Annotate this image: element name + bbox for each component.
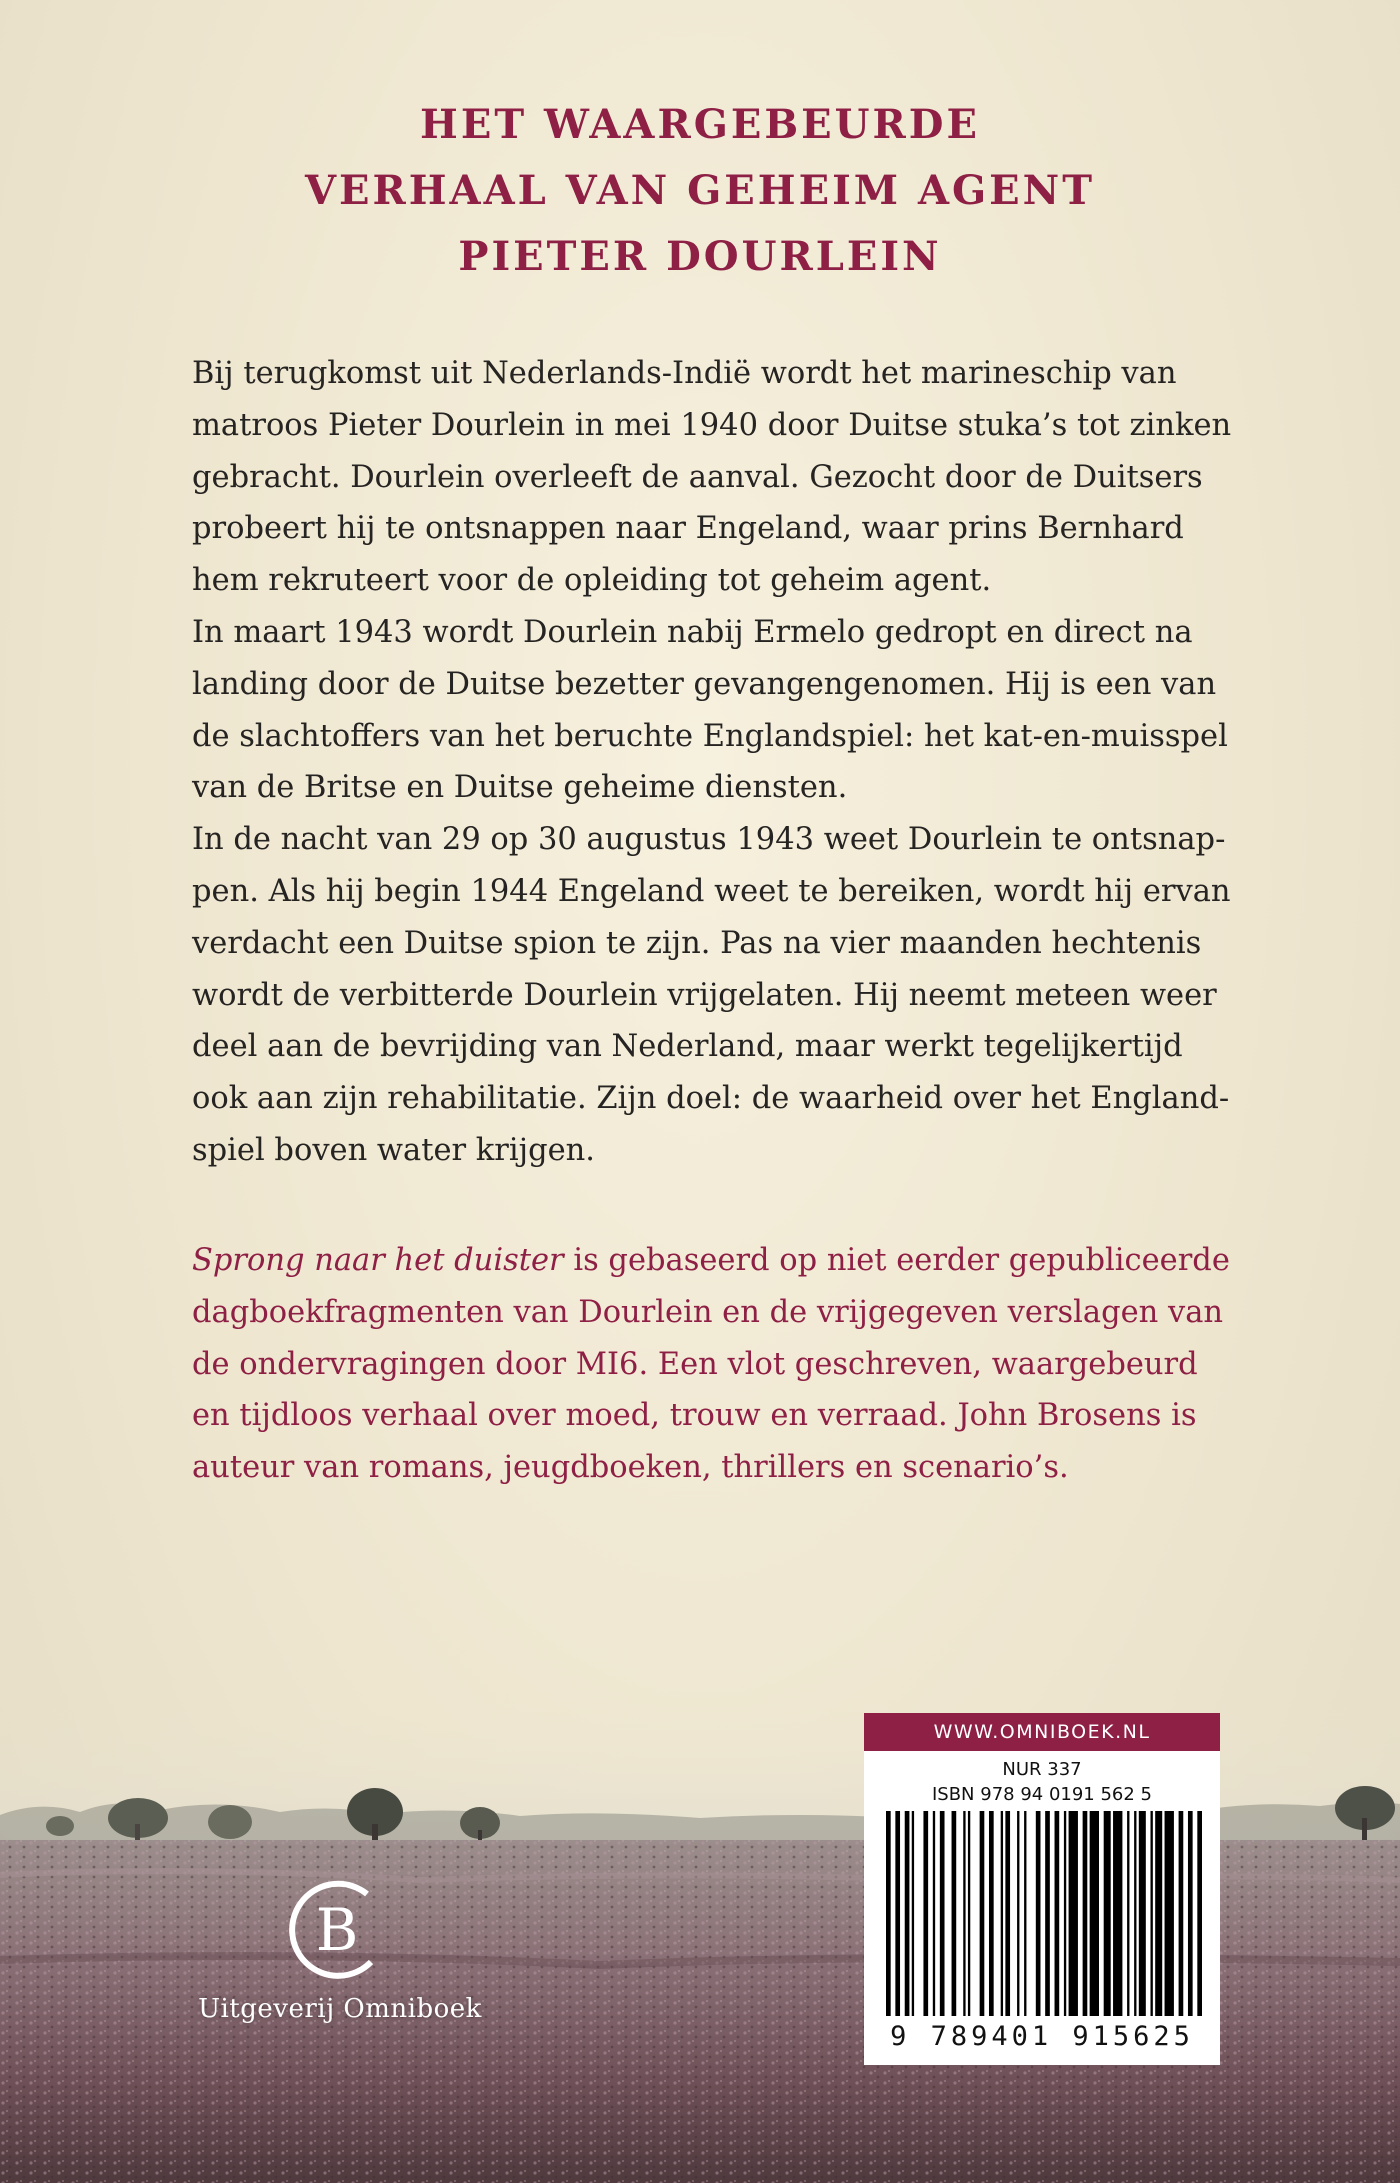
synopsis-line: landing door de Duitse bezetter gevangengenomen. Hij is een van <box>192 666 1217 702</box>
barcode-bar <box>1151 1811 1153 2016</box>
headline-line: VERHAAL VAN GEHEIM AGENT <box>305 167 1095 214</box>
blurb-line: de ondervragingen door MI6. Een vlot geschreven, waargebeurd <box>192 1346 1198 1382</box>
barcode-bar <box>1197 1811 1202 2016</box>
synopsis-line: spiel boven water krijgen. <box>192 1132 595 1168</box>
blurb-line-rest: is gebaseerd op niet eerder gepubliceerde <box>563 1243 1230 1278</box>
barcode-bar <box>933 1811 935 2016</box>
nur-code: NUR 337 <box>1002 1759 1082 1780</box>
synopsis-line: de slachtoffers van het beruchte Englandspiel: het kat-en-muisspel <box>192 718 1228 754</box>
barcode-bar <box>1069 1811 1078 2016</box>
barcode-bar <box>1036 1811 1041 2016</box>
barcode-bar <box>1017 1811 1019 2016</box>
headline-line: HET WAARGEBEURDE <box>420 101 980 148</box>
barcode-bar <box>923 1811 928 2016</box>
synopsis-line: In de nacht van 29 op 30 augustus 1943 weet Dourlein te ontsnap- <box>192 822 1226 858</box>
barcode-bar <box>1055 1811 1060 2016</box>
barcode-bar <box>1104 1811 1111 2016</box>
book-title-italic: Sprong naar het duister <box>192 1243 564 1278</box>
synopsis-line: wordt de verbitterde Dourlein vrijgelaten. Hij neemt meteen weer <box>192 977 1217 1013</box>
synopsis-line: verdacht een Duitse spion te zijn. Pas na vier maanden hechtenis <box>192 925 1202 961</box>
headline <box>0 92 1400 290</box>
barcode-bar <box>980 1811 985 2016</box>
barcode-bar <box>1024 1811 1026 2016</box>
publisher-name: Uitgeverij Omniboek <box>198 1994 482 2024</box>
barcode-bar <box>895 1811 900 2016</box>
blurb-line: dagboekfragmenten van Dourlein en de vrijgegeven verslagen van <box>192 1294 1224 1330</box>
barcode-bar <box>968 1811 970 2016</box>
barcode-bar <box>989 1811 994 2016</box>
publisher-website: WWW.OMNIBOEK.NL <box>864 1713 1220 1751</box>
barcode-bar <box>1179 1811 1184 2016</box>
omniboek-logo-icon <box>275 1870 395 1990</box>
barcode-bar <box>952 1811 957 2016</box>
synopsis <box>192 348 1232 1177</box>
logo-letter: B <box>315 1896 359 1964</box>
synopsis-line: ook aan zijn rehabilitatie. Zijn doel: de waarheid over het England- <box>192 1081 1230 1117</box>
barcode-bar <box>1064 1811 1066 2016</box>
barcode-bar <box>912 1811 914 2016</box>
barcode-bar <box>886 1811 891 2016</box>
barcode-bar <box>1005 1811 1010 2016</box>
synopsis-line: Bij terugkomst uit Nederlands-Indië wordt het marineschip van <box>192 356 1177 391</box>
synopsis-line: probeert hij te ontsnappen naar Engeland, waar prins Bernhard <box>192 511 1184 547</box>
blurb-line: en tijdloos verhaal over moed, trouw en verraad. John Brosens is <box>192 1398 1197 1434</box>
barcode-bar <box>1134 1811 1136 2016</box>
barcode-bar <box>940 1811 945 2016</box>
isbn-barcode <box>886 1811 1202 2016</box>
book-blurb <box>192 1235 1232 1494</box>
synopsis-line: gebracht. Dourlein overleeft de aanval. Gezocht door de Duitsers <box>192 459 1203 495</box>
barcode-bar <box>1139 1811 1146 2016</box>
blurb-line: auteur van romans, jeugdboeken, thrillers en scenario’s. <box>192 1450 1069 1486</box>
barcode-bar <box>1090 1811 1099 2016</box>
barcode-bar <box>1113 1811 1122 2016</box>
barcode-bar <box>1188 1811 1193 2016</box>
synopsis-line: pen. Als hij begin 1944 Engeland weet te bereiken, wordt hij ervan <box>192 873 1231 909</box>
isbn-number: ISBN 978 94 0191 562 5 <box>931 1784 1153 1805</box>
synopsis-line: deel aan de bevrijding van Nederland, maar werkt tegelijkertijd <box>192 1029 1183 1065</box>
barcode-bar <box>1001 1811 1003 2016</box>
barcode-bar <box>1083 1811 1088 2016</box>
synopsis-line: hem rekruteert voor de opleiding tot geheim agent. <box>192 563 992 599</box>
barcode-bar <box>1155 1811 1162 2016</box>
publisher-logo <box>180 1870 500 2040</box>
barcode-bar <box>963 1811 965 2016</box>
synopsis-line: matroos Pieter Dourlein in mei 1940 door Duitse stuka’s tot zinken <box>192 407 1232 443</box>
blurb-line <box>192 1235 1232 1287</box>
barcode-bar <box>905 1811 910 2016</box>
barcode-digits: 9 789401 915625 <box>890 2021 1194 2052</box>
headline-line: PIETER DOURLEIN <box>458 233 942 280</box>
barcode-bar <box>1045 1811 1050 2016</box>
synopsis-line: In maart 1943 wordt Dourlein nabij Ermelo gedropt en direct na <box>192 614 1193 650</box>
barcode-bar <box>1127 1811 1129 2016</box>
barcode-panel <box>864 1713 1220 2065</box>
barcode-bar <box>1165 1811 1174 2016</box>
synopsis-line: van de Britse en Duitse geheime diensten. <box>192 770 848 806</box>
